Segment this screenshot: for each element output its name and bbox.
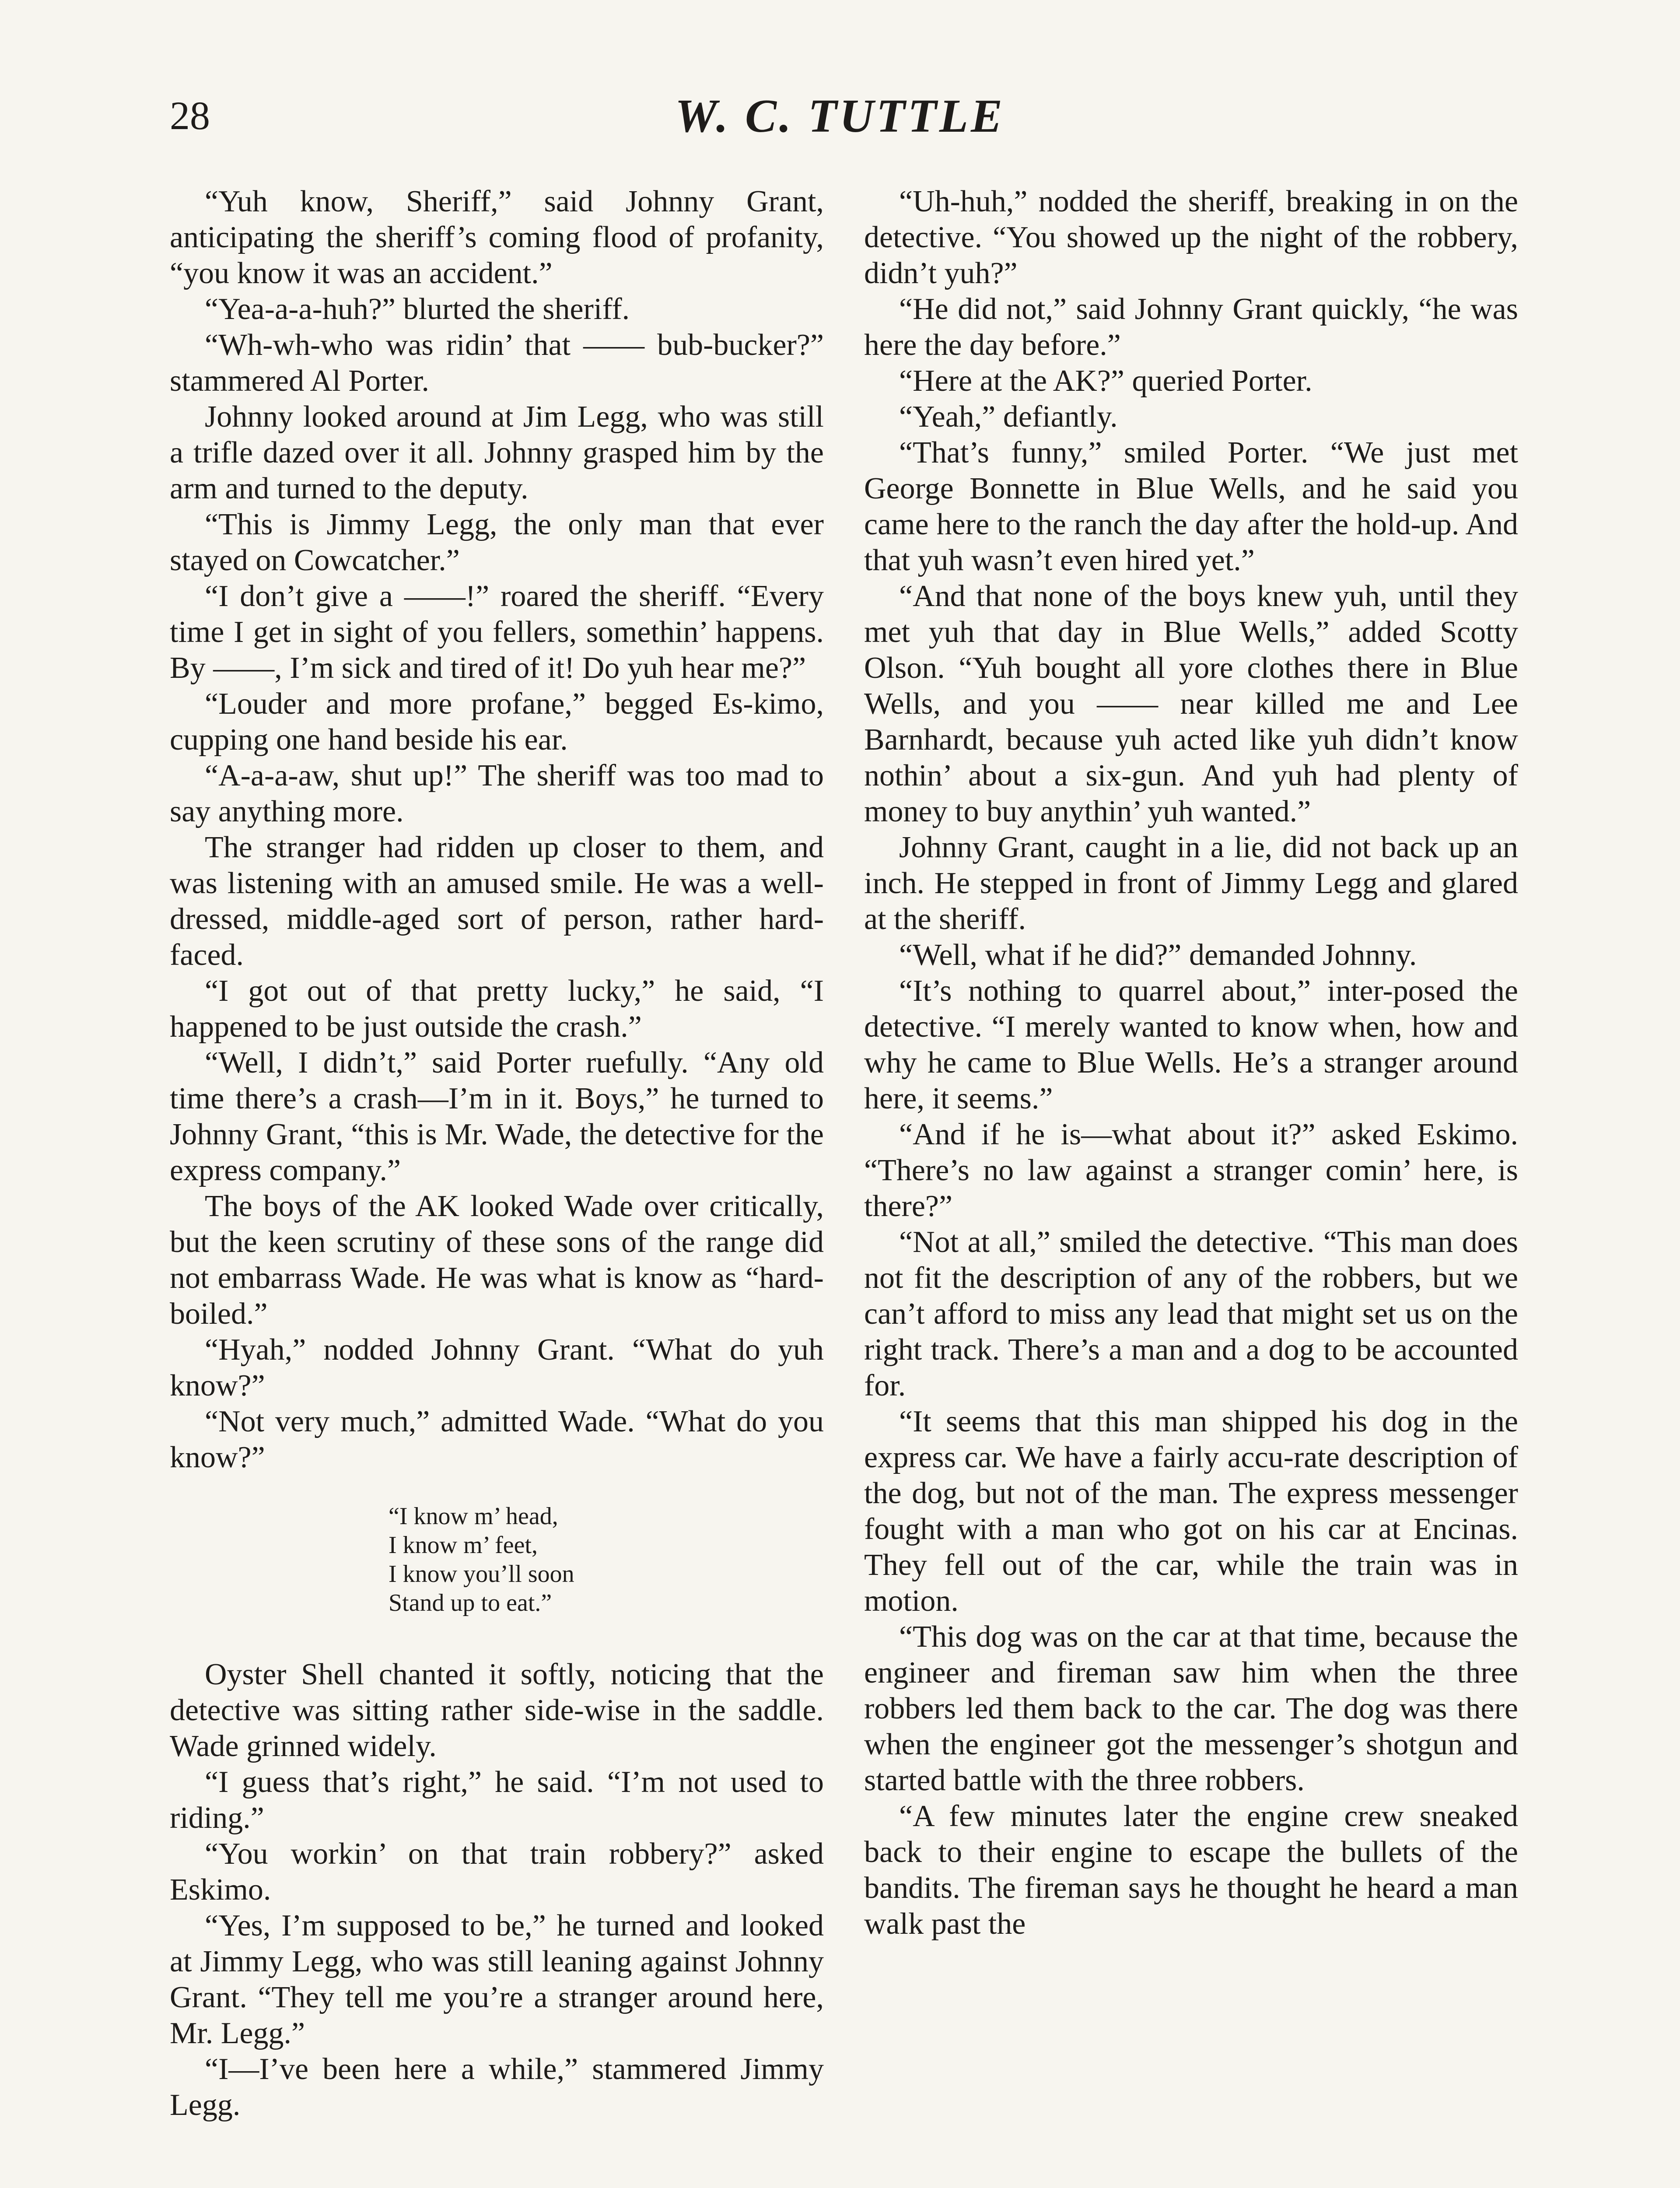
paragraph: “A few minutes later the engine crew sneaked back to their engine to escape the bullets of the bandits. The fireman says he thought he heard a man walk past the xyxy=(864,1799,1518,1941)
right-column xyxy=(864,184,1518,1942)
paragraph: “Yea-a-a-huh?” blurted the sheriff. xyxy=(205,292,630,326)
paragraph: “It seems that this man shipped his dog in the express car. We have a fairly accu-rate description of the dog, but not of the man. The express messenger fought with a man who got on his car at Encinas. They fell out of the car, while the train was in motion. xyxy=(864,1405,1518,1618)
paragraph: “I guess that’s right,” he said. “I’m not used to riding.” xyxy=(170,1765,824,1835)
paragraph: “Not at all,” smiled the detective. “This man does not fit the description of any of the robbers, but we can’t afford to miss any lead that might set us on the right track. There’s a man and a dog to be accounted for. xyxy=(864,1225,1518,1403)
paragraph: “I don’t give a ——!” roared the sheriff. “Every time I get in sight of you fellers, somethin’ happens. By ——, I’m sick and tired of it! Do yuh hear me?” xyxy=(170,579,824,685)
verse-block xyxy=(388,1502,824,1617)
paragraph: “I—I’ve been here a while,” stammered Jimmy Legg. xyxy=(170,2052,824,2122)
paragraph: “That’s funny,” smiled Porter. “We just met George Bonnette in Blue Wells, and he said you came here to the ranch the day after the hold-up. And that yuh wasn’t even hired yet.” xyxy=(864,436,1518,577)
paragraph: “He did not,” said Johnny Grant quickly, “he was here the day before.” xyxy=(864,292,1518,362)
verse-line: I know m’ feet, xyxy=(388,1532,538,1559)
paragraph: “Yuh know, Sheriff,” said Johnny Grant, anticipating the sheriff’s coming flood of profanity, “you know it was an accident.” xyxy=(170,185,824,290)
verse-line: I know you’ll soon xyxy=(388,1560,574,1588)
paragraph: “It’s nothing to quarrel about,” inter-posed the detective. “I merely wanted to know when, how and why he came to Blue Wells. He’s a stranger around here, it seems.” xyxy=(864,974,1518,1115)
verse-line: Stand up to eat.” xyxy=(388,1589,552,1616)
paragraph: “And if he is—what about it?” asked Eskimo. “There’s no law against a stranger comin’ here, is there?” xyxy=(864,1118,1518,1223)
paragraph: “Uh-huh,” nodded the sheriff, breaking in on the detective. “You showed up the night of the robbery, didn’t yuh?” xyxy=(864,185,1518,290)
paragraph: Johnny Grant, caught in a lie, did not back up an inch. He stepped in front of Jimmy Legg and glared at the sheriff. xyxy=(864,831,1518,936)
paragraph: “Well, what if he did?” demanded Johnny. xyxy=(899,938,1417,972)
paragraph: Johnny looked around at Jim Legg, who was still a trifle dazed over it all. Johnny grasped him by the arm and turned to the deputy. xyxy=(170,400,824,505)
left-column xyxy=(170,184,824,2123)
paragraph: “Yeah,” defiantly. xyxy=(899,400,1118,434)
paragraph: “Well, I didn’t,” said Porter ruefully. “Any old time there’s a crash—I’m in it. Boys,” he turned to Johnny Grant, “this is Mr. Wade, the detective for the express company.” xyxy=(170,1046,824,1187)
paragraph: “Louder and more profane,” begged Es-kimo, cupping one hand beside his ear. xyxy=(170,687,824,757)
paragraph: “And that none of the boys knew yuh, until they met yuh that day in Blue Wells,” added Scotty Olson. “Yuh bought all yore clothes there in Blue Wells, and you —— near killed me and Lee Barnhardt, because yuh acted like yuh didn’t know nothin’ about a six-gun. And yuh had plenty of money to buy anythin’ yuh wanted.” xyxy=(864,579,1518,828)
paragraph: “Hyah,” nodded Johnny Grant. “What do yuh know?” xyxy=(170,1333,824,1403)
verse-line: “I know m’ head, xyxy=(388,1503,558,1530)
page-number: 28 xyxy=(170,93,210,138)
paragraph: “Yes, I’m supposed to be,” he turned and looked at Jimmy Legg, who was still leaning against Johnny Grant. “They tell me you’re a stranger around here, Mr. Legg.” xyxy=(170,1909,824,2050)
paragraph: The boys of the AK looked Wade over critically, but the keen scrutiny of these sons of the range did not embarrass Wade. He was what is know as “hard-boiled.” xyxy=(170,1189,824,1331)
paragraph: “I got out of that pretty lucky,” he said, “I happened to be just outside the crash.” xyxy=(170,974,824,1044)
paragraph: The stranger had ridden up closer to them, and was listening with an amused smile. He was a well-dressed, middle-aged sort of person, rather hard-faced. xyxy=(170,831,824,972)
running-head-author: W. C. TUTTLE xyxy=(675,90,1005,142)
paragraph: “Wh-wh-who was ridin’ that —— bub-bucker?” stammered Al Porter. xyxy=(170,328,824,398)
paragraph: “This is Jimmy Legg, the only man that ever stayed on Cowcatcher.” xyxy=(170,508,824,577)
paragraph: “This dog was on the car at that time, because the engineer and fireman saw him when the three robbers led them back to the car. The dog was there when the engineer got the messenger’s shotgun and started battle with the three robbers. xyxy=(864,1620,1518,1797)
paragraph: “You workin’ on that train robbery?” asked Eskimo. xyxy=(170,1837,824,1907)
paragraph: “Here at the AK?” queried Porter. xyxy=(899,364,1312,398)
paragraph: “Not very much,” admitted Wade. “What do you know?” xyxy=(170,1405,824,1474)
paragraph: “A-a-a-aw, shut up!” The sheriff was too mad to say anything more. xyxy=(170,759,824,828)
paragraph: Oyster Shell chanted it softly, noticing that the detective was sitting rather side-wise in the saddle. Wade grinned widely. xyxy=(170,1658,824,1763)
